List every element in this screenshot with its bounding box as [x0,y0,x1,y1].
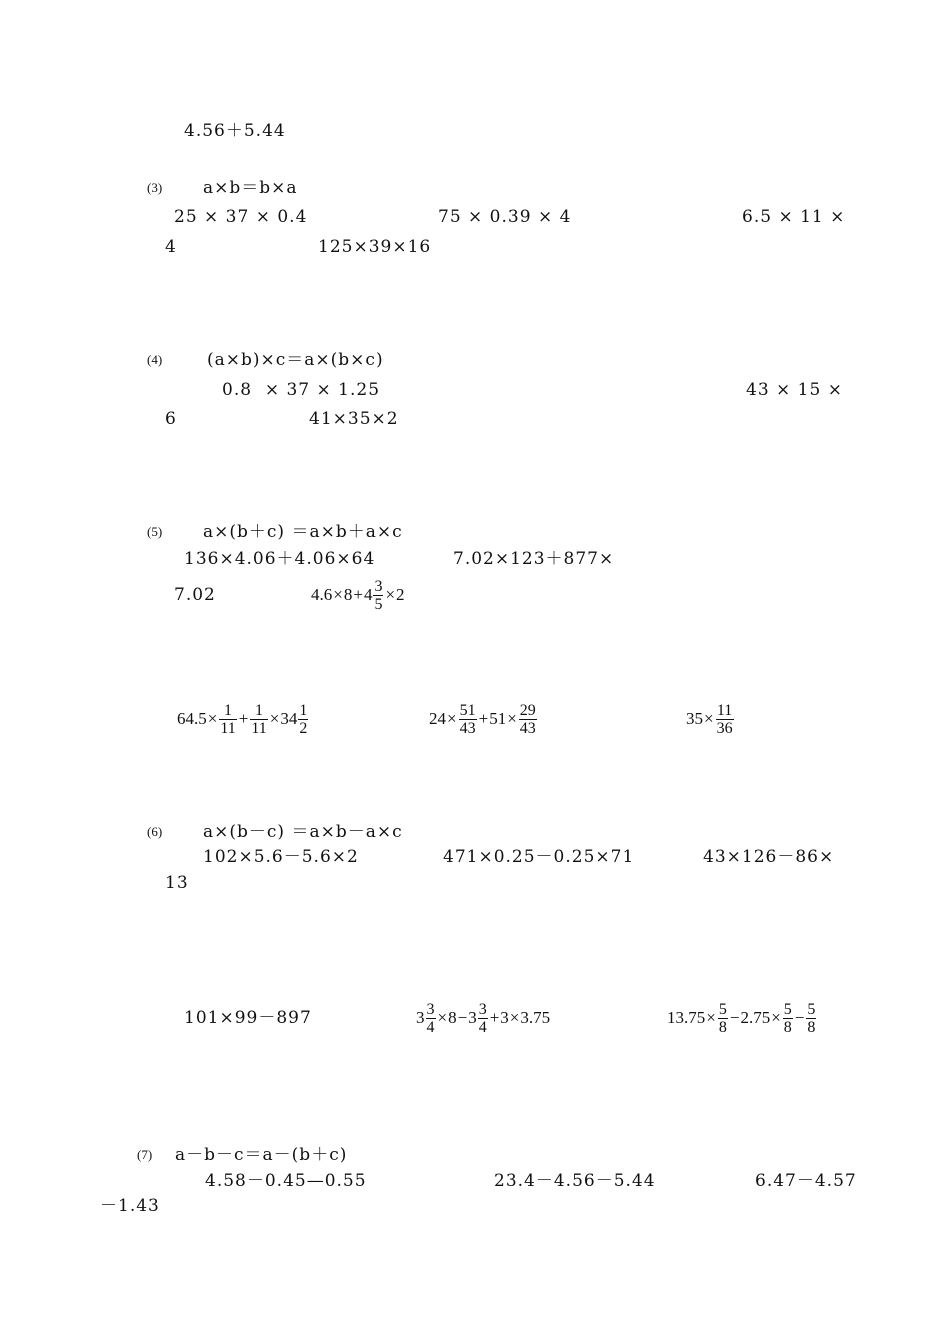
problem: 102×5.6－5.6×2 [203,847,359,867]
fraction: 11 36 [716,701,733,737]
number: 64.5 [177,709,207,728]
problem-continuation: 4 [165,237,177,257]
number: 3 [500,1008,509,1027]
section-5-label: (5) [147,524,163,539]
fraction: 1 2 [299,701,308,737]
problem: 101×99－897 [184,1008,312,1028]
fraction: 29 43 [519,701,536,737]
section-5-formula: a×(b＋c) ＝a×b＋a×c [203,522,403,542]
section-4-label: (4) [147,352,163,367]
number: 8 [448,1008,457,1027]
problem: 136×4.06＋4.06×64 [184,549,376,569]
number: 8 [343,585,353,604]
section-4-formula: (a×b)×c＝a×(b×c) [207,350,384,370]
problem: 125×39×16 [318,237,432,257]
fraction: 3 4 [478,1000,487,1036]
problem: 4.58－0.45—0.55 [205,1171,367,1191]
section-6-label: (6) [147,824,163,839]
number: 13.75 [667,1008,706,1027]
problem: 6.47－4.57 [755,1171,857,1191]
whole-number: 4 [363,585,373,604]
fraction: 5 8 [783,1000,792,1036]
problem: 43×126－86× [703,847,835,867]
problem: 6.5 × 11 × [742,207,846,227]
math-problem-fractions: 35 × 11 36 [686,701,733,737]
number: 2.75 [740,1008,771,1027]
number: 51 [489,709,507,728]
whole-number: 3 [416,1008,425,1027]
fraction: 3 5 [374,577,383,613]
number: 3.75 [520,1008,551,1027]
problem: 0.8 × 37 × 1.25 [222,380,381,400]
section-3-label: (3) [147,180,163,195]
number: 35 [686,709,703,728]
section-7-formula: a－b－c＝a－(b＋c) [175,1145,348,1165]
problem-continuation: －1.43 [100,1196,160,1216]
section-6-formula: a×(b－c) ＝a×b－a×c [203,822,403,842]
problem-continuation: 7.02 [174,585,216,605]
problem-4.56+5.44: 4.56＋5.44 [184,121,286,141]
problem: 25 × 37 × 0.4 [174,207,308,227]
problem-continuation: 13 [165,873,189,893]
fraction: 51 43 [459,701,476,737]
section-7-label: (7) [137,1147,153,1162]
problem: 75 × 0.39 × 4 [438,207,572,227]
math-problem-mixed-fraction: 4.6 × 8 + 4 3 5 × 2 [311,577,405,613]
whole-number: 34 [280,709,298,728]
problem: 23.4－4.56－5.44 [494,1171,656,1191]
fraction: 1 11 [220,701,236,737]
section-3-formula: a×b＝b×a [203,178,298,198]
math-problem-fractions: 64.5 × 1 11 + 1 11 × 34 1 2 [177,701,308,737]
math-problem-mixed-fractions: 3 3 4 × 8 − 3 3 4 + 3 × 3.75 [416,1000,551,1036]
fraction: 5 8 [718,1000,727,1036]
number: 2 [396,585,405,604]
problem: 471×0.25－0.25×71 [443,847,635,867]
problem: 43 × 15 × [746,380,843,400]
fraction: 5 8 [807,1000,816,1036]
number: 24 [429,709,446,728]
math-problem-fractions: 24 × 51 43 + 51 × 29 43 [429,701,536,737]
problem: 41×35×2 [309,409,399,429]
number: 4.6 [311,585,333,604]
math-problem-fractions: 13.75 × 5 8 − 2.75 × 5 8 − 5 8 [667,1000,816,1036]
fraction: 1 11 [251,701,267,737]
problem-continuation: 6 [165,409,177,429]
whole-number: 3 [468,1008,477,1027]
problem: 7.02×123＋877× [453,549,615,569]
fraction: 3 4 [426,1000,435,1036]
